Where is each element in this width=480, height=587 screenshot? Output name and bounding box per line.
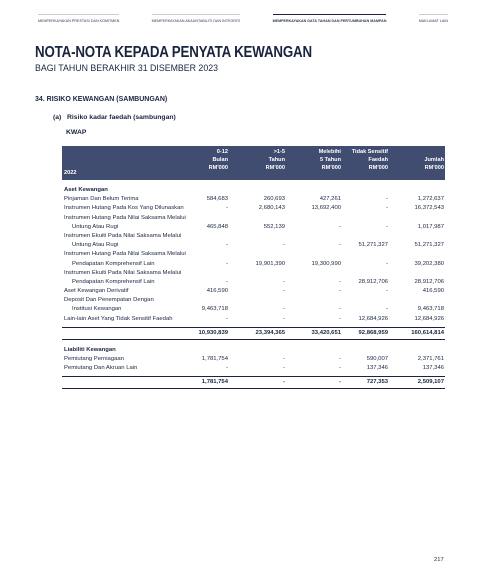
cell-col2: 2,680,143	[258, 205, 285, 212]
cell-col2: -	[283, 288, 285, 295]
cell-col5: 416,590	[422, 288, 444, 295]
asset-row	[62, 195, 445, 204]
total-col2: -	[283, 379, 285, 386]
row-label: Pemiutang Dan Akruan Lain	[64, 365, 138, 372]
cell-col3: -	[339, 288, 341, 295]
cell-col2: 19,901,390	[255, 260, 285, 267]
row-label: Institusi Kewangan	[72, 306, 122, 313]
total-col4: 727,353	[366, 379, 388, 386]
total-col2: 23,394,365	[255, 329, 285, 336]
nav-tab-4[interactable]: MAKLUMAT LAIN	[419, 14, 448, 23]
total-col5: 2,509,107	[417, 379, 444, 386]
cell-col4: -	[386, 196, 388, 203]
cell-col3: -	[339, 365, 341, 372]
total-col3: 33,420,651	[311, 329, 341, 336]
cell-col1: -	[226, 205, 228, 212]
cell-col5: 51,271,327	[414, 242, 444, 249]
asset-row	[62, 278, 445, 287]
header-col1-line1: 0-12	[216, 149, 228, 155]
cell-col2: -	[283, 306, 285, 313]
cell-col1: -	[226, 242, 228, 249]
total-col1: 1,781,754	[201, 379, 228, 386]
liabilities-heading-row	[62, 346, 445, 355]
cell-col5: 2,371,761	[417, 356, 444, 362]
subsection-heading	[53, 114, 176, 121]
row-label: Aset Kewangan Derivatif	[64, 288, 129, 295]
cell-col2: -	[283, 315, 285, 322]
total-col3: -	[339, 379, 341, 386]
page-subtitle: BAGI TAHUN BERAKHIR 31 DISEMBER 2023	[35, 63, 219, 73]
row-label: Instrumen Ekuiti Pada Nilai Saksama Melalui	[64, 269, 182, 276]
asset-row	[62, 269, 445, 278]
header-col4-line1: Tidak Sensitif	[351, 149, 388, 155]
header-col3-line3: RM'000	[321, 165, 341, 171]
nav-tab-3[interactable]: MEMPERKAYAKAN DATA TAHAN DAN PERTUMBUHAN MAMPAN	[273, 14, 387, 23]
asset-row	[62, 250, 445, 259]
asset-row	[62, 315, 445, 324]
header-col2-line2: Tahun	[268, 157, 285, 163]
top-navigation	[38, 14, 448, 23]
interest-rate-risk-table	[62, 146, 445, 389]
row-label: Pendapatan Komprehensif Lain	[72, 278, 155, 285]
cell-col3: -	[339, 356, 341, 362]
row-label: Pemiutang Perniagaan	[64, 356, 124, 362]
assets-body	[62, 195, 445, 324]
cell-col1: -	[226, 260, 228, 267]
cell-col3: 13,692,400	[311, 205, 341, 212]
row-label: Deposit Dan Penempatan Dengan	[64, 297, 154, 304]
row-label: Instrumen Ekuiti Pada Nilai Saksama Melalui	[64, 232, 182, 239]
header-col4-line3: RM'000	[368, 165, 388, 171]
cell-col1: -	[226, 365, 228, 372]
page-number: 217	[434, 557, 444, 563]
cell-col1: 1,781,754	[201, 356, 228, 362]
entity-heading: KWAP	[66, 129, 87, 136]
row-label: Untung Atau Rugi	[72, 242, 119, 249]
cell-col1: 416,590	[206, 288, 228, 295]
cell-col3: -	[339, 223, 341, 230]
cell-col4: 137,346	[366, 365, 388, 372]
header-year: 2022	[64, 170, 77, 176]
row-label: Instrumen Hutang Pada Nilai Saksama Melalui	[64, 214, 186, 221]
cell-col3: -	[339, 306, 341, 313]
liability-row	[62, 355, 445, 364]
page-title: NOTA-NOTA KEPADA PENYATA KEWANGAN	[35, 44, 312, 61]
assets-heading: Aset Kewangan	[64, 187, 108, 193]
cell-col4: 590,007	[366, 356, 388, 362]
row-label: Instrumen Hutang Pada Kos Yang Dilunaskan	[64, 205, 184, 212]
assets-total-row	[62, 327, 445, 340]
header-col1-line3: RM'000	[208, 165, 228, 171]
cell-col2: 552,139	[263, 223, 285, 230]
subsection-label: (a)	[53, 114, 62, 121]
header-col5-line2: Jumlah	[424, 157, 444, 163]
cell-col5: 137,346	[422, 365, 444, 372]
header-col2-line1: >1-5	[273, 149, 285, 155]
header-col5-line3: RM'000	[424, 165, 444, 171]
cell-col5: 9,463,718	[417, 306, 444, 313]
cell-col1: -	[226, 315, 228, 322]
asset-row	[62, 305, 445, 314]
cell-col5: 28,912,706	[414, 278, 444, 285]
row-label: Pendapatan Komprehensif Lain	[72, 260, 155, 267]
nav-tab-2[interactable]: MEMPERKAYAKAN AKAUNTABILITI DAN INTEGRITI	[152, 14, 241, 23]
cell-col4: 51,271,327	[358, 242, 388, 249]
cell-col2: -	[283, 365, 285, 372]
liabilities-body	[62, 355, 445, 373]
cell-col4: -	[386, 205, 388, 212]
asset-row	[62, 214, 445, 223]
row-label: Untung Atau Rugi	[72, 223, 119, 230]
liabilities-total-row	[62, 376, 445, 389]
cell-col3: -	[339, 242, 341, 249]
cell-col5: 39,202,380	[414, 260, 444, 267]
cell-col2: -	[283, 278, 285, 285]
asset-row	[62, 296, 445, 305]
liabilities-total	[62, 376, 445, 389]
cell-col1: 9,463,718	[201, 306, 228, 313]
header-col3-line2: 5 Tahun	[319, 157, 341, 163]
header-col2-line3: RM'000	[265, 165, 285, 171]
cell-col3: -	[339, 315, 341, 322]
asset-row	[62, 287, 445, 296]
header-col1-line2: Bulan	[212, 157, 228, 163]
total-col1: 10,930,839	[198, 329, 228, 336]
header-col4-line2: Faedah	[368, 157, 388, 163]
asset-row	[62, 260, 445, 269]
asset-row	[62, 241, 445, 250]
cell-col4: 28,912,706	[358, 278, 388, 285]
row-label: Instrumen Hutang Pada Nilai Saksama Melalui	[64, 251, 186, 258]
liabilities-heading: Liabiliti Kewangan	[64, 346, 116, 353]
cell-col3: 19,300,990	[311, 260, 341, 267]
assets-heading-row	[62, 186, 445, 195]
asset-row	[62, 223, 445, 232]
asset-row	[62, 204, 445, 213]
table-header	[62, 146, 445, 180]
cell-col1: 584,683	[206, 196, 228, 203]
total-col4: 92,868,959	[358, 329, 388, 336]
cell-col4: -	[386, 260, 388, 267]
cell-col1: -	[226, 278, 228, 285]
cell-col4: -	[386, 288, 388, 295]
cell-col1: 465,848	[206, 223, 228, 230]
row-label: Pinjaman Dan Belum Terima	[64, 196, 139, 203]
subsection-text: Risiko kadar faedah (sambungan)	[67, 114, 176, 121]
cell-col3: 427,261	[319, 196, 341, 203]
cell-col2: -	[283, 242, 285, 249]
cell-col3: -	[339, 278, 341, 285]
assets-total	[62, 327, 445, 340]
section-heading: 34. RISIKO KEWANGAN (SAMBUNGAN)	[35, 96, 168, 103]
cell-col4: -	[386, 223, 388, 230]
header-col3-line1: Melebihi	[318, 149, 341, 155]
cell-col5: 12,684,926	[414, 315, 444, 322]
row-label: Lain-lain Aset Yang Tidak Sensitif Faedah	[64, 315, 173, 322]
asset-row	[62, 232, 445, 241]
total-col5: 160,614,814	[411, 329, 444, 336]
cell-col5: 16,372,543	[414, 205, 444, 212]
liability-row	[62, 364, 445, 373]
cell-col4: -	[386, 306, 388, 313]
cell-col4: 12,684,926	[358, 315, 388, 322]
cell-col2: -	[283, 356, 285, 362]
cell-col2: 260,693	[263, 196, 285, 203]
cell-col5: 1,017,987	[417, 223, 444, 230]
nav-tab-1[interactable]: MEMPERKAYAKAN PRESTASI DAN KOMITMEN	[38, 14, 119, 23]
cell-col5: 1,272,637	[417, 196, 444, 203]
